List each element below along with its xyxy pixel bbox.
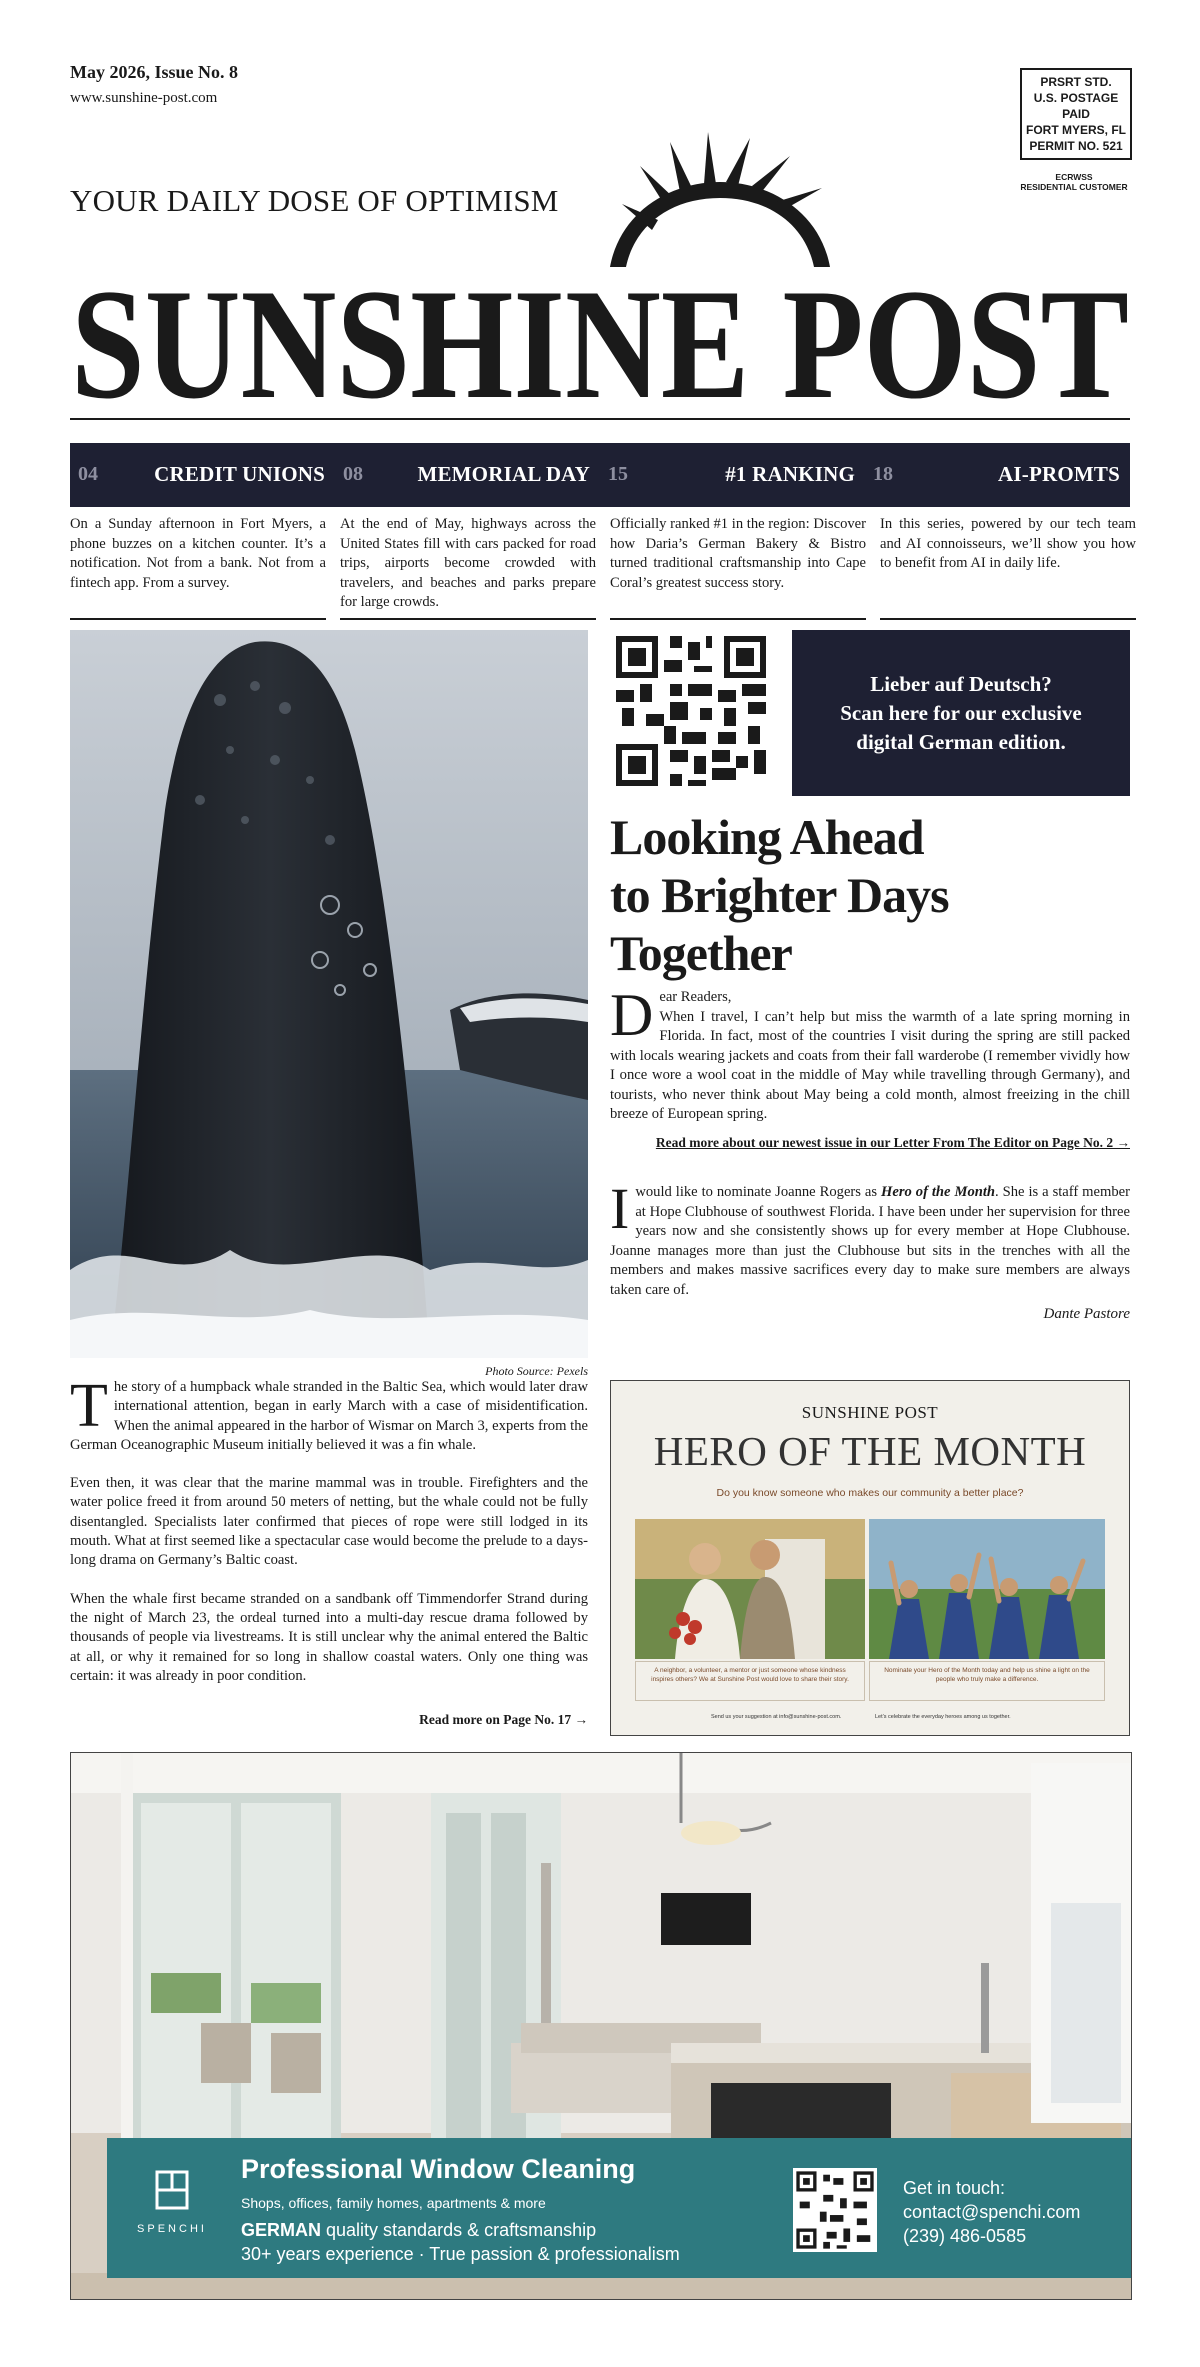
postage-sub-line: ECRWSS: [1055, 172, 1093, 182]
contact-label: Get in touch:: [903, 2178, 1006, 2198]
masthead: [68, 265, 1132, 415]
whale-readmore-link[interactable]: Read more on Page No. 17 →: [419, 1712, 588, 1727]
drop-cap: I: [610, 1176, 630, 1241]
ad-feature-line: [241, 2220, 596, 2241]
nav-item-ranking[interactable]: [600, 443, 865, 507]
salutation: ear Readers,: [659, 989, 732, 1005]
nav-label: MEMORIAL DAY: [417, 462, 590, 486]
window-logo-icon: [153, 2168, 191, 2212]
tagline: YOUR DAILY DOSE OF OPTIMISM: [70, 183, 559, 218]
nomination-text: would like to nominate Joanne Rogers as: [635, 1184, 882, 1200]
hero-caption-left: A neighbor, a volunteer, a mentor or just someone whose kindness inspires others? We at Sunshine Post would love to share their story.: [635, 1661, 865, 1701]
hero-nomination: [610, 1176, 1130, 1300]
sun-logo-icon: [600, 132, 840, 272]
hero-caption-right: Nominate your Hero of the Month today and help us shine a light on the people who truly make a difference.: [869, 1661, 1105, 1701]
german-line: Scan here for our exclusive: [840, 700, 1082, 725]
drop-cap: T: [70, 1372, 108, 1440]
teaser-credit-unions: On a Sunday afternoon in Fort Myers, a phone buzzes on a kitchen counter. It’s a notification. Not from a bank. Not from a fintech app. From a survey.: [70, 516, 326, 591]
postage-line: PERMIT NO. 521: [1029, 139, 1123, 153]
ad-experience-line: 30+ years experience · True passion & professionalism: [241, 2244, 680, 2264]
hero-of-month-ad[interactable]: [610, 1380, 1130, 1736]
teaser-ranking: Officially ranked #1 in the region: Discover how Daria’s German Bakery & Bistro turned traditional craftsmanship into Cape Coral’s greatest success story.: [610, 516, 866, 591]
website-link[interactable]: www.sunshine-post.com: [70, 90, 218, 106]
teaser-rule: [610, 618, 866, 620]
nav-page-number: 08: [343, 463, 363, 485]
signature: Dante Pastore: [1043, 1306, 1130, 1322]
hero-ad-title: HERO OF THE MONTH: [653, 1428, 1087, 1474]
contact-email[interactable]: contact@spenchi.com: [903, 2202, 1081, 2222]
postage-sub-line: RESIDENTIAL CUSTOMER: [1020, 182, 1128, 192]
ad-german: GERMAN: [241, 2220, 321, 2240]
postage-line: FORT MYERS, FL: [1026, 123, 1126, 137]
nomination-text: . She is a staff member at Hope Clubhouse of southwest Florida. I have been under her supervision for three years now and she consistently shows up for every member at Hope Clubhouse. Joanne manages more than just the Clubhouse but sits in the trenches with all the members and makes massive sacrifices every day to make sure members are always taken care of.: [610, 1184, 1130, 1298]
logo-name: SPENCHI: [137, 2223, 207, 2235]
window-cleaning-ad[interactable]: [70, 1752, 1132, 2300]
ad-feature-text: quality standards & craftsmanship: [321, 2220, 597, 2240]
masthead-title: SUNSHINE POST: [71, 265, 1129, 415]
hero-of-month-emphasis: Hero of the Month: [881, 1184, 996, 1200]
hero-foot-left: Send us your suggestion at info@sunshine-post.com.: [711, 1714, 842, 1720]
drop-cap: D: [610, 982, 654, 1048]
editor-headline: [610, 808, 1130, 982]
nav-page-number: 18: [873, 463, 893, 485]
nav-item-ai-prompts[interactable]: [865, 443, 1130, 507]
postage-line: U.S. POSTAGE: [1033, 91, 1119, 105]
nav-page-number: 15: [608, 463, 628, 485]
contact-phone[interactable]: (239) 486-0585: [903, 2226, 1027, 2246]
nav-item-memorial-day[interactable]: [335, 443, 600, 507]
headline-line: to Brighter Days: [610, 867, 949, 923]
hero-photo-right: [869, 1519, 1105, 1659]
ad-title: Professional Window Cleaning: [241, 2154, 636, 2184]
article-paragraph: [70, 1372, 588, 1455]
hero-photo-left: [635, 1519, 865, 1659]
hero-foot-right: Let’s celebrate the everyday heroes among us together.: [875, 1714, 1011, 1720]
hero-ad-subtitle: Do you know someone who makes our community a better place?: [716, 1487, 1024, 1499]
german-line: Lieber auf Deutsch?: [870, 671, 1052, 696]
ad-subtitle: Shops, offices, family homes, apartments & more: [241, 2195, 546, 2211]
masthead-rule: [70, 418, 1130, 420]
article-paragraph: When the whale first became stranded on a sandbank off Timmendorfer Strand during the night of March 23, the ordeal turned into a multi-day rescue drama followed by thousands of people via livestreams. It is still unclear why the animal entered the Baltic at all, or why it remained for so long in shallow coastal waters. Only one thing was certain: it was already in poor condition.: [70, 1590, 588, 1684]
editor-letter: [610, 982, 1130, 1125]
ad-contact: [903, 2176, 1080, 2248]
nav-item-credit-unions[interactable]: [70, 443, 335, 507]
teaser-rule: [340, 618, 596, 620]
nav-label: #1 RANKING: [725, 462, 855, 486]
postage-subtext: [1012, 172, 1136, 192]
teaser-rule: [70, 618, 326, 620]
nav-label: CREDIT UNIONS: [154, 462, 325, 486]
spenchi-logo: [127, 2168, 217, 2235]
postage-line: PRSRT STD.: [1040, 75, 1112, 89]
german-line: digital German edition.: [856, 729, 1066, 754]
article-paragraph: Even then, it was clear that the marine mammal was in trouble. Firefighters and the water police freed it from around 50 meters of netting, but the whale could not be fully disentangled. Specialists later confirmed that pieces of rope were still lodged in its mouth. What at first seemed like a spectacular case would become the prelude to a days-long drama on Germany’s Baltic coast.: [70, 1475, 588, 1569]
issue-date: May 2026, Issue No. 8: [70, 62, 239, 82]
paragraph-text: he story of a humpback whale stranded in the Baltic Sea, which would later draw international attention, began in early March with a case of misidentification. When the animal appeared in the harbor of Wismar on March 3, experts from the German Oceanographic Museum initially believed it was a fin whale.: [70, 1379, 588, 1453]
headline-line: Looking Ahead: [610, 809, 924, 865]
teaser-memorial-day: At the end of May, highways across the United States fill with cars packed for road trips, airports become crowded with travelers, and beaches and parks prepare for large crowds.: [340, 516, 596, 610]
qr-code-icon[interactable]: [616, 636, 766, 786]
whale-article: [70, 1372, 588, 1705]
hero-ad-brand: SUNSHINE POST: [801, 1403, 939, 1422]
teaser-ai-prompts: In this series, powered by our tech team and AI connoisseurs, we’ll show you how to benefit from AI in daily life.: [880, 516, 1136, 571]
editor-readmore-link[interactable]: Read more about our newest issue in our Letter From The Editor on Page No. 2 →: [655, 1135, 1130, 1150]
nav-label: AI-PROMTS: [998, 462, 1120, 486]
ad-qr-code-icon[interactable]: [793, 2168, 877, 2252]
headline-line: Together: [610, 925, 792, 981]
postage-stamp: [1020, 68, 1132, 160]
whale-photo: [70, 630, 588, 1358]
ad-banner: [107, 2138, 1131, 2278]
photo-credit: Photo Source: Pexels: [485, 1364, 588, 1378]
section-nav: [70, 443, 1130, 507]
teaser-rule: [880, 618, 1136, 620]
german-edition-box[interactable]: [792, 630, 1130, 796]
postage-line: PAID: [1062, 107, 1090, 121]
nav-page-number: 04: [78, 463, 98, 485]
letter-body: When I travel, I can’t help but miss the warmth of a late spring morning in Florida. In fact, most of the countries I visit during the spring are still packed with locals wearing jackets and coats from their fall warderobe (I remember vividly how I once wore a wool coat in the middle of May while travelling through Germany), and tourists, who never think about May being a cold month, almost freeizing in the chill breeze of European spring.: [610, 1008, 1130, 1122]
